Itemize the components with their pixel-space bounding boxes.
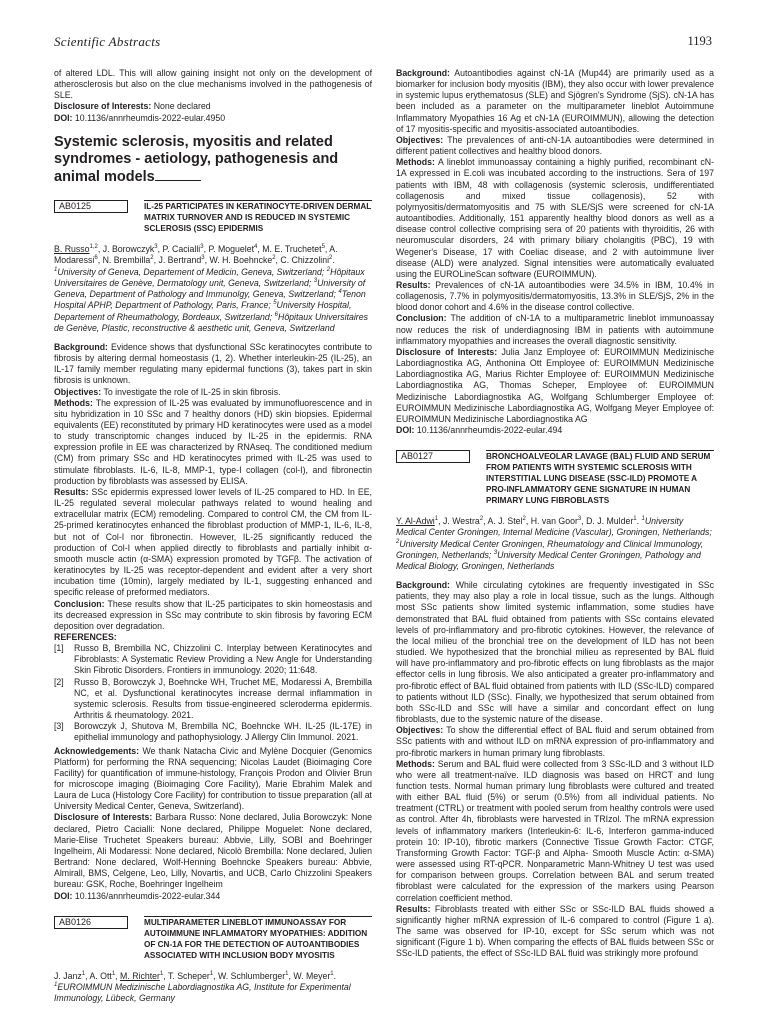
ab0125-tail: Acknowledgements: We thank Natacha Civic and Mylène Docquier (Genomics Platform) for performing the RNA sequencing; Nicolas Laudet (Bioimaging Core Facility) for quantification of immune-histology, François Prodon and Olivier Brun for microscope imaging (Bioimaging Core Facility), Marie Ebrahim Malek and Laura de Luca (Histology Core Facility) for contribution to tissue preparation (all at University Medical Center, Geneva, Switzerland). Disclosure of Interests: Barbara Russo: None declared, Julia Borowczyk: None declared, Pietro Cacialli: None declared, Philippe Moguelet: None declared, Marie-Elise Truchetet Speakers bureau: Abbvie, Lilly, SOBI and Boehringer Ingelheim, Ali Modaressi: None declared, Nicolò Brembilla: None declared, Julien Bertrand: None declared, Wolf-Henning Boehncke Speakers bureau: Abbvie, Almirall, BMS, Celgene, Leo, Lilly, Novartis, and UCB, Carlo Chizzolini Speakers bureau: GSK, Roche, Boehringer Ingelheim DOI: 10.1136/annrheumdis-2022-eular.344 bbox=[54, 745, 373, 901]
journal-title: Scientific Abstracts bbox=[54, 34, 161, 49]
left-column bbox=[54, 68, 372, 1012]
abstract-id: AB0125 bbox=[54, 200, 128, 213]
ab0125-body: Background: Evidence shows that dysfunctional SSc keratinocytes contribute to fibrosis by altering dermal homeostasis (1, 2). Whether interleukin-25 (IL-25), an IL-17 family member regulating many epidermal functions (3), takes part in skin fibrosis is unknown. Objectives: To investigate the role of IL-25 in skin fibrosis. Methods: The expression of IL-25 was evaluated by immunofluorescence and in situ hybridization in 10 SSc and 7 healthy donors (HD) skin biopsies. Epidermal equivalents (EE) reconstituted by primary HD keratinocytes were used as a model to study transcriptomic changes induced by IL-25 in the epidermis. RNA expression profile in EE was characterized by RNAseq. The conditioned medium (CM) from primary SSc and HD keratinocytes primed with IL-25 was used to stimulate fibroblasts. IL-6, IL-8, MMP-1, type-I collagen (col-I), and fibronectin production by fibroblasts was assessed by ELISA. Results: SSc epidermis expressed lower levels of IL-25 compared to HD. In EE, IL-25 regulated several molecular pathways related to wound healing and extracellular matrix (ECM) remodeling. Compared to control CM, the CM from IL-25-primed keratinocytes enhanced the fibroblast production of MMP-1, IL-6, IL-8, but not of Col-I nor fibronectin. However, IL-25 significantly reduced the production of Col-I when applied directly to fibroblasts and partially inhibit α-smooth muscle actin (α-SMA) expression promoted by TGFβ. The activation of keratinocytes by IL-25 was receptor-dependent and evident after a very short incubation time (10min), largely mediated by IL-1, suggesting enhanced and specific release of preformed mediators. Conclusion: These results show that IL-25 participates to skin homeostasis and its decreased expression in SSc may contribute to skin fibrosis by favoring ECM deposition over degradation. REFERENCES: bbox=[54, 341, 373, 642]
continuation-disclosure: Disclosure of Interests: None declared bbox=[54, 101, 211, 112]
author-block: B. Russo$^{1,2}$, J. Borowczyk$^3$, P. Cacialli$^3$, P. Moguelet$^4$, M. E. Truchetet$^5$, A. Modaressi$^6$, N. Brembilla$^2$, J. Bertrand$^3$, W. H. Boehncke$^2$, C. Chizzolini$^2$. $^1$University of Geneva, Departement of Medicin, Geneva, Switzerland; $^2$Hôpitaux Universitaires de Genève, Dermatology unit, Geneva, Switzerland; $^3$University of Geneva, Department of Pathology and Immunolgy, Geneva, Switzerland; $^4$Tenon Hospital APHP, Department of Pathology, Paris, France; $^5$University Hospital, Departement of Rheumathology, Bordeaux, Switzerland; $^6$Hôpitaux Universitaires de Genève, Plastic, reconstructive & aesthetic unit, Geneva, Switzerland bbox=[54, 244, 368, 333]
author-block: Y. Al-Adwi$^1$, J. Westra$^2$, A. J. Stel$^2$, H. van Goor$^3$, D. J. Mulder$^1$. $^1$University Medical Center Groningen, Internal Medicine (Vascular), Groningen, Netherlands; $^2$University Medical Center Groningen, Rheumatology and Clinical Immunology, Groningen, Netherlands; $^3$University Medical Center Groningen, Pathology and Medical Biology, Groningen, Netherlands bbox=[396, 516, 712, 571]
continuation-doi: DOI: 10.1136/annrheumdis-2022-eular.4950 bbox=[54, 112, 226, 123]
reference-item: [2] Russo B, Borowczyk J, Boehncke WH, Truchet ME, Modaressi A, Brembilla NC, et al. Dysfunctional keratinocytes increase dermal inflammation in systemic sclerosis. Results from tissue-engineered scleroderma epidermis. Arthritis & rheumatology. 2021. bbox=[54, 676, 372, 721]
reference-item: [3] Borowczyk J, Shutova M, Brembilla NC, Boehncke WH. IL-25 (IL-17E) in epithelial immunology and pathophysiology. J Allergy Clin Immunol. 2021. bbox=[54, 721, 372, 743]
reference-list bbox=[54, 643, 372, 743]
author-block: J. Janz$^1$, A. Ott$^1$, M. Richter$^1$, T. Scheper$^1$, W. Schlumberger$^1$, W. Meyer$^1$. $^1$EUROIMMUN Medizinische Labordiagnostika AG, Institute for Experimental Immunology, Lübeck, Germany bbox=[54, 970, 351, 1004]
abstract-title: MULTIPARAMETER LINEBLOT IMMUNOASSAY FOR AUTOIMMUNE INFLAMMATORY MYOPATHIES: ADDITION OF CN-1A FOR THE DETECTION OF AUTOANTIBODIES ASSOCIATED WITH INCLUSION BODY MYOSITIS bbox=[144, 916, 372, 961]
right-column bbox=[396, 68, 714, 965]
abstract-header-ab0126 bbox=[54, 916, 372, 961]
ab0126-body: Background: Autoantibodies against cN-1A (Mup44) are primarily used as a biomarker for inclusion body myositis (IBM), they also occur with lower prevalence in systemic lupus erythematosus (SLE) and Sjögren's Syndrome (SjS). cN-1A has been included as a parameter on the multiparameter lineblot Autoimmune Inflammatory Myopathies 16 Ag et cN-1A (EUROIMMUN), allowing the detection of 17 myositis-specific and myositis-associated autoantibodies. Objectives: The prevalences of anti-cN-1A autoantibodies were determined in different patient collectives and healthy blood donors. Methods: A lineblot immunoassay containing a highly purified, recombinant cN-1A expressed in E.coli was incubated according to the instructions. Sera of 197 patients with IBM, 48 with collagenosis (systemic sclerosis, undifferentiated collagenosis and mixed tissue collagenosis), 52 with polymyositis/dermatomyositis and 75 with SLE/SjS were screened for cN-1A autoantibodies. Additionally, 151 apparently healthy blood donors as well as a disease control collective comprising sera of 20 patients with thyroiditis, 26 with neuromuscular disorders, 24 with primary biliary cholangitis (PBC), 19 with Wegener's Disease, 17 with Coeliac disease, and 2 with autoimmune liver disease (ALD) were analyzed. Signal intensities were automatically evaluated using the EUROLineScan software (EUROIMMUN). Results: Prevalences of cN-1A autoantibodies were 34.5% in IBM, 10.4% in collagenosis, 7.7% in polymyositis/dermatomyositis, 13.3% in SLE/SjS, 2% in the blood donor cohort and 4.6% in the disease control collective. Conclusion: The addition of cN-1A to a multiparametric lineblot immunoassay now reduces the risk of underdiagnosing IBM in patients with autoimmune inflammatory myopathies and increases the overall diagnostic sensitivity. Disclosure of Interests: Julia Janz Employee of: EUROIMMUN Medizinische Labordiagnostika AG, Anthonina Ott Employee of: EUROIMMUN Medizinische Labordiagnostika AG, Marius Richter Employee of: EUROIMMUN Medizinische Labordiagnostika AG, Thomas Scheper, Employee of: EUROIMMUN Medizinische Labordiagnostika AG, Wolfgang Schlumberger Employee of: EUROIMMUN Medizinische Labordiagnostika AG, Wolfgang Meyer Employee of: EUROIMMUN Medizinische Labordiagnostika AG DOI: 10.1136/annrheumdis-2022-eular.494 bbox=[396, 68, 715, 435]
abstract-title: IL-25 PARTICIPATES IN KERATINOCYTE-DRIVEN DERMAL MATRIX TURNOVER AND IS REDUCED IN SYSTEMIC SCLEROSIS (SSC) EPIDERMIS bbox=[144, 202, 372, 234]
page-header bbox=[54, 34, 712, 52]
abstract-id: AB0127 bbox=[396, 450, 470, 463]
abstract-header-ab0127 bbox=[396, 450, 714, 506]
ab0127-body: Background: While circulating cytokines are frequently investigated in SSc patients, they may also play a role in local tissue, such as the lungs. Although most SSc patients show limited systemic inflammation, some studies have demonstrated that BAL fluid obtained from patients with SSc contains elevated levels of pro-inflammatory and pro-fibrotic cytokines. However, the relevance of the local milieu of the bronchial tree on the development of ILD has not been studied. We hypothesized that the bronchial milieu as represented by BAL fluid will have pro-inflammatory and pro-fibrotic effects on lung fibroblasts as the major effector cells in lung fibrosis. We also anticipated a greater pro-inflammatory and pro-fibrotic effect of BAL fluid obtained from patients with ILD (SSc-ILD) compared to patients without ILD (SSc). Finally, we hypothesized that serum obtained from both SSc-ILD and SSc will have a similar and concordant effect on lung fibroblasts, due to the systemic nature of the disease. Objectives: To show the differential effect of BAL fluid and serum obtained from SSc patients with and without ILD on mRNA expression of pro-inflammatory and pro-fibrotic markers in human primary lung fibroblasts. Methods: Serum and BAL fluid were collected from 3 SSc-ILD and 3 without ILD who were all treatment-naïve. ILD diagnosis was based on HRCT and lung function tests. Normal human primary lung fibroblasts were cultured and treated with either BAL fluid (5%) or serum (0.5%) from all individual patients. No treatment (CTRL) or treatment with pooled serum from healthy controls were used as control. After 4h, fibroblasts were harvested in TRIzol. The mRNA expression levels of inflammatory markers (Interleukin-6: IL-6, Interferon gamma-induced protein 10: IP-10), fibrotic markers (Connective Tissue Growth Factor: CTGF, Transforming Growth Factor: TGF-β and Alpha- Smooth Muscle Actin: α-SMA) were assessed using RT-qPCR. Nonparametric Mann-Whitney U test was used for comparison between groups. Correlation between BAL and serum treated fibroblast were calculated for the expression of the markers using Pearson correlation coefficient method. Results: Fibroblasts treated with either SSc or SSc-ILD BAL fluids showed a significantly higher mRNA expression of IL-6 compared to control (Figure 1 a). The same was observed for IP-10, except for SSc serum which was not significant (Figure 1 b). When comparing the effects of BAL fluids between SSc or SSc-ILD patients, the effect of SSc-ILD BAL fluid was strikingly more profound bbox=[396, 580, 715, 959]
section-heading: Systemic sclerosis, myositis and related syndromes - aetiology, pathogenesis and animal models bbox=[54, 133, 339, 185]
reference-item: [1] Russo B, Brembilla NC, Chizzolini C. Interplay between Keratinocytes and Fibroblasts: A Systematic Review Providing a New Angle for Understanding Skin Fibrotic Disorders. Frontiers in immunology. 2020; 11:648. bbox=[54, 643, 372, 676]
abstract-header-ab0125 bbox=[54, 200, 372, 234]
continuation-text: of altered LDL. This will allow gaining insight not only on the development of atherosclerosis but also on the clue mechanisms involved in the pathogenesis of SLE. bbox=[54, 68, 372, 101]
abstract-id: AB0126 bbox=[54, 916, 128, 929]
page-number: 1193 bbox=[687, 34, 712, 48]
abstract-title: BRONCHOALVEOLAR LAVAGE (BAL) FLUID AND SERUM FROM PATIENTS WITH SYSTEMIC SCLEROSIS WITH INTERSTITIAL LUNG DISEASE (SSC-ILD) PROMOTE A PRO-INFLAMMATORY GENE SIGNATURE IN HUMAN PRIMARY LUNG FIBROBLASTS bbox=[486, 450, 714, 506]
